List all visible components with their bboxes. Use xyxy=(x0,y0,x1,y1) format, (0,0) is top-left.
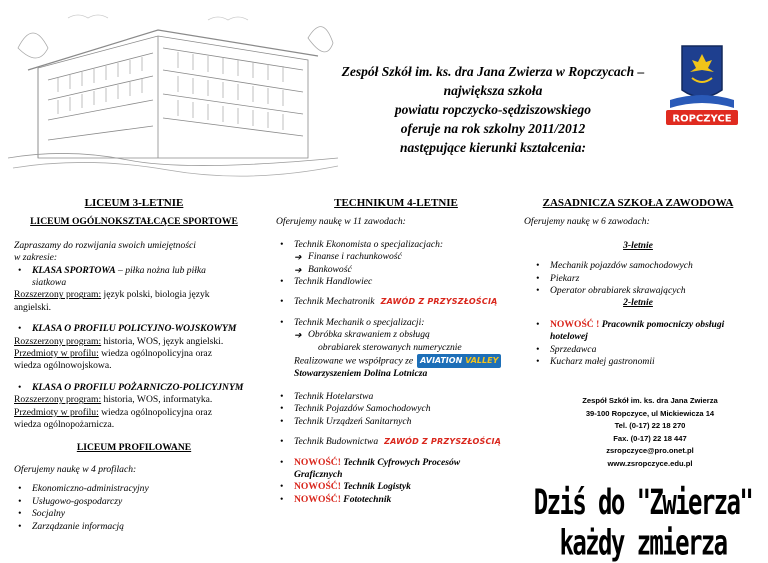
technikum-column xyxy=(276,197,516,506)
three-year-label: 3-letnie xyxy=(623,239,653,251)
technikum-item-pojazdy: • Technik Pojazdów Samochodowych xyxy=(276,403,516,415)
zawodowa-intro: Oferujemy naukę w 6 zawodach: xyxy=(524,216,650,228)
technikum-spec-bankowosc: ➔ Bankowość xyxy=(276,264,516,276)
fire-profile-text-2: wiedza ogólnopożarnicza. xyxy=(14,419,115,431)
extended-label: Rozszerzony program: xyxy=(14,335,102,347)
two-year-list xyxy=(520,319,756,369)
liceum-column xyxy=(14,197,254,533)
police-extended xyxy=(14,336,254,348)
liceum-intro-line-1: Zapraszamy do rozwijania swoich umiejętności xyxy=(14,239,196,251)
technikum-item-ekonomista: • Technik Ekonomista o specjalizacjach: xyxy=(276,239,516,251)
new-label: NOWOŚĆ! xyxy=(294,481,341,493)
liceum-subtitle: LICEUM OGÓLNOKSZTAŁCĄCE SPORTOWE xyxy=(30,216,238,228)
technikum-new-item xyxy=(276,494,516,506)
aviation-valley-logo-part-2: VALLEY xyxy=(465,356,499,366)
police-profile-text-2: wiedza ogólnowojskowa. xyxy=(14,360,112,372)
heading-line-1: Zespół Szkół im. ks. dra Jana Zwierza w Ropczycach – xyxy=(341,64,645,79)
contact-tel: Tel. (0-17) 22 18 270 xyxy=(614,421,686,430)
three-year-item: • Mechanik pojazdów samochodowych xyxy=(532,260,756,272)
technikum-list-3 xyxy=(276,317,516,354)
technikum-list-2 xyxy=(276,296,516,308)
new-label: NOWOŚĆ ! xyxy=(550,318,600,330)
technikum-item-mechanik: • Technik Mechanik o specjalizacji: xyxy=(276,317,516,329)
new-label: NOWOŚĆ! xyxy=(294,456,341,468)
technikum-item-budownictwa xyxy=(276,436,516,448)
fire-extended-text: historia, WOS, informatyka. xyxy=(101,394,213,406)
liceum-intro xyxy=(14,240,254,265)
technikum-item-mechatronik xyxy=(276,296,516,308)
two-year-item: • Sprzedawca xyxy=(532,344,756,356)
zawodowa-column xyxy=(520,197,756,368)
technikum-new-item xyxy=(276,481,516,493)
police-extended-text: historia, WOS, język angielski. xyxy=(101,335,224,347)
future-badge: ZAWÓD Z PRZYSZŁOŚCIĄ xyxy=(384,437,502,447)
profiled-intro: Oferujemy naukę w 4 profilach: xyxy=(14,463,137,475)
three-year-item: • Operator obrabiarek skrawających xyxy=(532,285,756,297)
three-year-list xyxy=(520,260,756,297)
profiles-list xyxy=(14,483,254,533)
contact-block xyxy=(555,395,745,470)
mechatronik-label: Technik Mechatronik xyxy=(294,296,375,308)
zawodowa-title: ZASADNICZA SZKOŁA ZAWODOWA xyxy=(542,197,734,209)
extended-label: Rozszerzony program: xyxy=(14,289,102,301)
technikum-item-handlowiec: • Technik Handlowiec xyxy=(276,276,516,288)
profile-item: • Usługowo-gospodarczy xyxy=(14,496,254,508)
future-badge: ZAWÓD Z PRZYSZŁOŚCIĄ xyxy=(380,297,498,307)
police-class-item xyxy=(14,323,254,335)
technikum-spec-obrobka-2: obrabiarek sterowanych numerycznie xyxy=(318,341,462,353)
contact-email[interactable]: zsropczyce@pro.onet.pl xyxy=(606,446,694,455)
aviation-valley-logo xyxy=(417,354,501,368)
contact-name: Zespół Szkół im. ks. dra Jana Zwierza xyxy=(582,396,718,405)
technikum-new-list xyxy=(276,457,516,507)
sport-class-name: KLASA SPORTOWA xyxy=(32,264,116,276)
sport-extended xyxy=(14,289,254,301)
police-class-name: KLASA O PROFILU POLICYJNO-WOJSKOWYM xyxy=(32,323,237,335)
police-profile xyxy=(14,348,254,360)
new-item-text: Fototechnik xyxy=(340,493,392,505)
sport-class-desc-2: siatkowa xyxy=(32,277,67,289)
contact-address: 39-100 Ropczyce, ul Mickiewicza 14 xyxy=(585,408,715,418)
police-profile-text: wiedza ogólnopolicyjna oraz xyxy=(98,348,212,360)
heading-line-5: następujące kierunki kształcenia: xyxy=(399,140,586,155)
extended-label: Rozszerzony program: xyxy=(14,394,102,406)
two-year-new-item xyxy=(532,319,756,344)
new-item-text-2: hotelowej xyxy=(550,331,588,343)
technikum-list-1 xyxy=(276,239,516,289)
profiled-title: LICEUM PROFILOWANE xyxy=(76,441,192,453)
technikum-list-4 xyxy=(276,391,516,428)
fire-profile-text: wiedza ogólnopolicyjna oraz xyxy=(98,406,212,418)
aviation-valley-logo-part-1: AVIATION xyxy=(420,356,463,366)
new-label: NOWOŚĆ! xyxy=(294,493,341,505)
sport-extended-text-2: angielski. xyxy=(14,301,52,313)
cooperation-partner: Stowarzyszeniem Dolina Lotnicza xyxy=(294,368,428,380)
page-heading xyxy=(338,62,648,157)
technikum-item-hotelarstwa: • Technik Hotelarstwa xyxy=(276,391,516,403)
three-year-item: • Piekarz xyxy=(532,273,756,285)
contact-fax: Fax. (0-17) 22 18 447 xyxy=(613,433,687,443)
new-item-text: Technik Logistyk xyxy=(340,481,411,493)
technikum-list-5 xyxy=(276,436,516,448)
liceum-title: LICEUM 3-LETNIE xyxy=(84,197,184,209)
heading-line-4: oferuje na rok szkolny 2011/2012 xyxy=(400,121,586,136)
contact-website[interactable]: www.zsropczyce.edu.pl xyxy=(607,458,693,468)
two-year-item: • Kucharz małej gastronomii xyxy=(532,356,756,368)
profile-item: • Zarządzanie informacją xyxy=(14,521,254,533)
profile-label: Przedmioty w profilu: xyxy=(14,348,99,360)
heading-line-2: największa szkoła xyxy=(443,83,543,98)
fire-extended xyxy=(14,394,254,406)
fire-class-item xyxy=(14,382,254,394)
fire-class-list xyxy=(14,382,254,394)
profile-item: • Socjalny xyxy=(14,508,254,520)
heading-line-3: powiatu ropczycko-sędziszowskiego xyxy=(394,102,592,117)
police-class-list xyxy=(14,323,254,335)
sport-class-item xyxy=(14,265,254,290)
slogan: Dziś do "Zwierza" każdy zmierza xyxy=(533,482,753,563)
technikum-spec-finanse: ➔ Finanse i rachunkowość xyxy=(276,251,516,263)
budownictwa-label: Technik Budownictwa xyxy=(294,436,379,448)
ropczyce-emblem-icon xyxy=(652,42,752,132)
cooperation-line xyxy=(276,354,516,368)
technikum-intro: Oferujemy naukę w 11 zawodach: xyxy=(276,216,406,228)
fire-class-name: KLASA O PROFILU POŻARNICZO-POLICYJNYM xyxy=(32,381,244,393)
emblem-label: ROPCZYCE xyxy=(672,113,732,125)
profile-label: Przedmioty w profilu: xyxy=(14,406,99,418)
sport-class-desc: – piłka nożna lub piłka xyxy=(115,264,206,276)
cooperation-text: Realizowane we współpracy ze xyxy=(294,355,414,367)
school-building-sketch xyxy=(8,8,338,178)
profile-item: • Ekonomiczno-administracyjny xyxy=(14,483,254,495)
technikum-title: TECHNIKUM 4-LETNIE xyxy=(334,197,458,209)
new-item-text-2: Graficznych xyxy=(294,468,343,480)
two-year-label: 2-letnie xyxy=(623,297,653,309)
liceum-intro-line-2: w zakresie: xyxy=(14,252,58,264)
technikum-spec-obrobka: ➔ Obróbka skrawaniem z obsługą xyxy=(276,329,516,341)
sport-extended-text: język polski, biologia język xyxy=(101,289,210,301)
technikum-item-urzadzenia: • Technik Urządzeń Sanitarnych xyxy=(276,416,516,428)
new-item-text: Pracownik pomocniczy obsługi xyxy=(599,318,725,330)
new-item-text: Technik Cyfrowych Procesów xyxy=(340,456,461,468)
fire-profile xyxy=(14,407,254,419)
technikum-new-item xyxy=(276,457,516,482)
sport-class-list xyxy=(14,265,254,290)
